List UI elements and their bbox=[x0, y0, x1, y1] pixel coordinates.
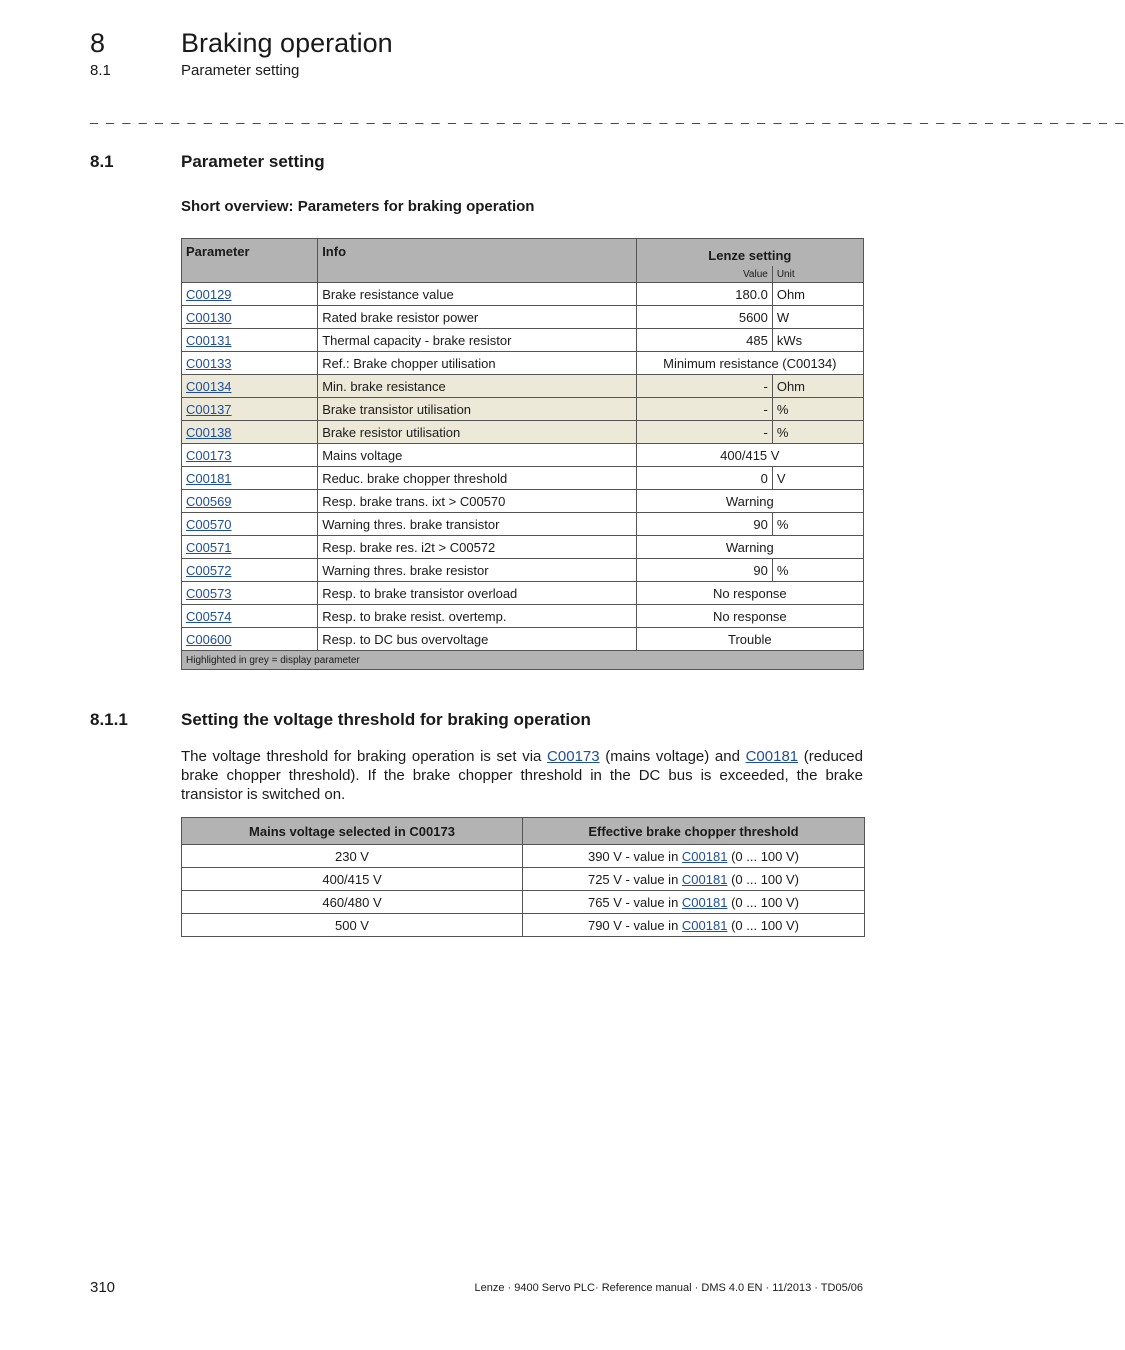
info-cell: Brake resistor utilisation bbox=[318, 421, 636, 444]
table-row bbox=[182, 582, 864, 605]
table-row bbox=[182, 421, 864, 444]
parameter-cell bbox=[182, 306, 318, 329]
info-cell: Reduc. brake chopper threshold bbox=[318, 467, 636, 490]
value-cell: 90 bbox=[636, 513, 772, 536]
parameter-link[interactable]: C00137 bbox=[186, 401, 232, 417]
table-row bbox=[182, 605, 864, 628]
parameter-link[interactable]: C00574 bbox=[186, 608, 232, 624]
parameter-cell bbox=[182, 605, 318, 628]
table-row bbox=[182, 914, 865, 937]
link-c00181[interactable]: C00181 bbox=[681, 894, 728, 910]
paragraph-text: (mains voltage) and bbox=[599, 748, 746, 765]
overview-heading: Short overview: Parameters for braking operation bbox=[181, 198, 535, 215]
unit-cell: kWs bbox=[772, 329, 863, 352]
page-number: 310 bbox=[90, 1279, 116, 1296]
table-row bbox=[182, 536, 864, 559]
threshold-text: 765 V - value in bbox=[587, 894, 682, 910]
threshold-cell bbox=[523, 868, 865, 891]
mains-voltage-cell: 230 V bbox=[182, 845, 523, 868]
setting-cell: No response bbox=[636, 582, 863, 605]
info-cell: Warning thres. brake resistor bbox=[318, 559, 636, 582]
value-cell: - bbox=[636, 398, 772, 421]
value-cell: 5600 bbox=[636, 306, 772, 329]
unit-cell: % bbox=[772, 421, 863, 444]
table-row bbox=[182, 628, 864, 651]
info-cell: Brake resistance value bbox=[318, 283, 636, 306]
table-row bbox=[182, 490, 864, 513]
threshold-table bbox=[181, 817, 865, 937]
table-row bbox=[182, 375, 864, 398]
parameter-link[interactable]: C00173 bbox=[186, 447, 232, 463]
parameter-link[interactable]: C00571 bbox=[186, 539, 232, 555]
table-row bbox=[182, 891, 865, 914]
section-title: Parameter setting bbox=[181, 152, 325, 171]
parameter-cell bbox=[182, 559, 318, 582]
table-row bbox=[182, 283, 864, 306]
parameter-cell bbox=[182, 536, 318, 559]
mains-voltage-cell: 400/415 V bbox=[182, 868, 523, 891]
threshold-cell bbox=[523, 914, 865, 937]
parameter-link[interactable]: C00600 bbox=[186, 631, 232, 647]
threshold-text: 390 V - value in bbox=[587, 848, 682, 864]
parameter-cell bbox=[182, 467, 318, 490]
parameter-link[interactable]: C00181 bbox=[186, 470, 232, 486]
parameter-cell bbox=[182, 490, 318, 513]
parameter-cell bbox=[182, 375, 318, 398]
setting-cell: No response bbox=[636, 605, 863, 628]
parameter-link[interactable]: C00129 bbox=[186, 286, 232, 302]
table-row bbox=[182, 444, 864, 467]
setting-cell: 400/415 V bbox=[636, 444, 863, 467]
table-row bbox=[182, 845, 865, 868]
header-section-number: 8.1 bbox=[90, 62, 111, 79]
info-cell: Mains voltage bbox=[318, 444, 636, 467]
col-header-lenze-setting: Lenze setting bbox=[636, 239, 863, 267]
parameter-cell bbox=[182, 421, 318, 444]
unit-cell: Ohm bbox=[772, 375, 863, 398]
setting-cell: Minimum resistance (C00134) bbox=[636, 352, 863, 375]
col-header-info: Info bbox=[318, 239, 636, 283]
setting-cell: Trouble bbox=[636, 628, 863, 651]
info-cell: Resp. brake res. i2t > C00572 bbox=[318, 536, 636, 559]
parameter-link[interactable]: C00138 bbox=[186, 424, 232, 440]
table-row bbox=[182, 352, 864, 375]
header-separator: _ _ _ _ _ _ _ _ _ _ _ _ _ _ _ _ _ _ _ _ _ _ _ _ _ _ _ _ _ _ _ _ _ _ _ _ _ _ _ _ _ _ _ _ _ _ _ _ _ _ _ _ _ _ _ _ _ _ _ _ _ _ _ _ bbox=[90, 108, 1125, 124]
section-number: 8.1 bbox=[90, 152, 114, 171]
value-cell: 485 bbox=[636, 329, 772, 352]
info-cell: Rated brake resistor power bbox=[318, 306, 636, 329]
col-header-value: Value bbox=[636, 266, 772, 283]
mains-voltage-cell: 460/480 V bbox=[182, 891, 523, 914]
table-row bbox=[182, 398, 864, 421]
table-row bbox=[182, 559, 864, 582]
setting-cell: Warning bbox=[636, 490, 863, 513]
unit-cell: Ohm bbox=[772, 283, 863, 306]
value-cell: 180.0 bbox=[636, 283, 772, 306]
table-row bbox=[182, 329, 864, 352]
parameter-cell bbox=[182, 398, 318, 421]
link-c00181[interactable]: C00181 bbox=[681, 917, 728, 933]
col-header-parameter: Parameter bbox=[182, 239, 318, 283]
link-c00181[interactable]: C00181 bbox=[745, 748, 799, 765]
chapter-title: Braking operation bbox=[181, 28, 393, 58]
parameter-table bbox=[181, 238, 864, 670]
chapter-number: 8 bbox=[90, 28, 106, 58]
unit-cell: % bbox=[772, 559, 863, 582]
mains-voltage-cell: 500 V bbox=[182, 914, 523, 937]
info-cell: Warning thres. brake transistor bbox=[318, 513, 636, 536]
value-cell: - bbox=[636, 375, 772, 398]
unit-cell: % bbox=[772, 513, 863, 536]
unit-cell: V bbox=[772, 467, 863, 490]
header-section-title: Parameter setting bbox=[181, 62, 300, 79]
parameter-cell bbox=[182, 283, 318, 306]
info-cell: Resp. to brake transistor overload bbox=[318, 582, 636, 605]
table-footnote: Highlighted in grey = display parameter bbox=[182, 651, 864, 670]
value-cell: 90 bbox=[636, 559, 772, 582]
setting-cell: Warning bbox=[636, 536, 863, 559]
table-row bbox=[182, 306, 864, 329]
parameter-link[interactable]: C00569 bbox=[186, 493, 232, 509]
subsection-number: 8.1.1 bbox=[90, 710, 128, 729]
info-cell: Resp. brake trans. ixt > C00570 bbox=[318, 490, 636, 513]
threshold-range: (0 ... 100 V) bbox=[727, 917, 800, 933]
col-header-effective-threshold: Effective brake chopper threshold bbox=[523, 818, 865, 845]
table-row bbox=[182, 467, 864, 490]
parameter-link[interactable]: C00572 bbox=[186, 562, 232, 578]
parameter-cell bbox=[182, 329, 318, 352]
footer-reference: Lenze · 9400 Servo PLC· Reference manual · DMS 4.0 EN · 11/2013 · TD05/06 bbox=[474, 1282, 863, 1294]
col-header-mains-voltage: Mains voltage selected in C00173 bbox=[182, 818, 523, 845]
info-cell: Min. brake resistance bbox=[318, 375, 636, 398]
parameter-link[interactable]: C00133 bbox=[186, 355, 232, 371]
link-c00181[interactable]: C00181 bbox=[681, 871, 728, 887]
info-cell: Ref.: Brake chopper utilisation bbox=[318, 352, 636, 375]
info-cell: Brake transistor utilisation bbox=[318, 398, 636, 421]
subsection-title: Setting the voltage threshold for braking operation bbox=[181, 710, 591, 729]
unit-cell: % bbox=[772, 398, 863, 421]
threshold-range: (0 ... 100 V) bbox=[727, 894, 800, 910]
parameter-link[interactable]: C00573 bbox=[186, 585, 232, 601]
threshold-cell bbox=[523, 891, 865, 914]
parameter-cell bbox=[182, 582, 318, 605]
info-cell: Thermal capacity - brake resistor bbox=[318, 329, 636, 352]
parameter-cell bbox=[182, 513, 318, 536]
col-header-unit: Unit bbox=[772, 266, 863, 283]
parameter-cell bbox=[182, 352, 318, 375]
parameter-cell bbox=[182, 444, 318, 467]
info-cell: Resp. to brake resist. overtemp. bbox=[318, 605, 636, 628]
table-row bbox=[182, 513, 864, 536]
threshold-paragraph bbox=[181, 747, 863, 804]
parameter-link[interactable]: C00131 bbox=[186, 332, 232, 348]
threshold-text: 725 V - value in bbox=[587, 871, 682, 887]
table-row bbox=[182, 868, 865, 891]
threshold-range: (0 ... 100 V) bbox=[727, 871, 800, 887]
parameter-link[interactable]: C00134 bbox=[186, 378, 232, 394]
threshold-cell bbox=[523, 845, 865, 868]
link-c00181[interactable]: C00181 bbox=[681, 848, 728, 864]
value-cell: - bbox=[636, 421, 772, 444]
parameter-link[interactable]: C00130 bbox=[186, 309, 232, 325]
info-cell: Resp. to DC bus overvoltage bbox=[318, 628, 636, 651]
value-cell: 0 bbox=[636, 467, 772, 490]
threshold-range: (0 ... 100 V) bbox=[727, 848, 800, 864]
unit-cell: W bbox=[772, 306, 863, 329]
link-c00173[interactable]: C00173 bbox=[547, 748, 600, 765]
parameter-link[interactable]: C00570 bbox=[186, 516, 232, 532]
paragraph-text: (reduced brake chopper threshold). If the brake chopper threshold in the DC bus is exceeded, the brake transistor is switched on. bbox=[181, 748, 863, 803]
parameter-cell bbox=[182, 628, 318, 651]
threshold-text: 790 V - value in bbox=[587, 917, 682, 933]
paragraph-text: The voltage threshold for braking operation is set via bbox=[181, 748, 548, 765]
